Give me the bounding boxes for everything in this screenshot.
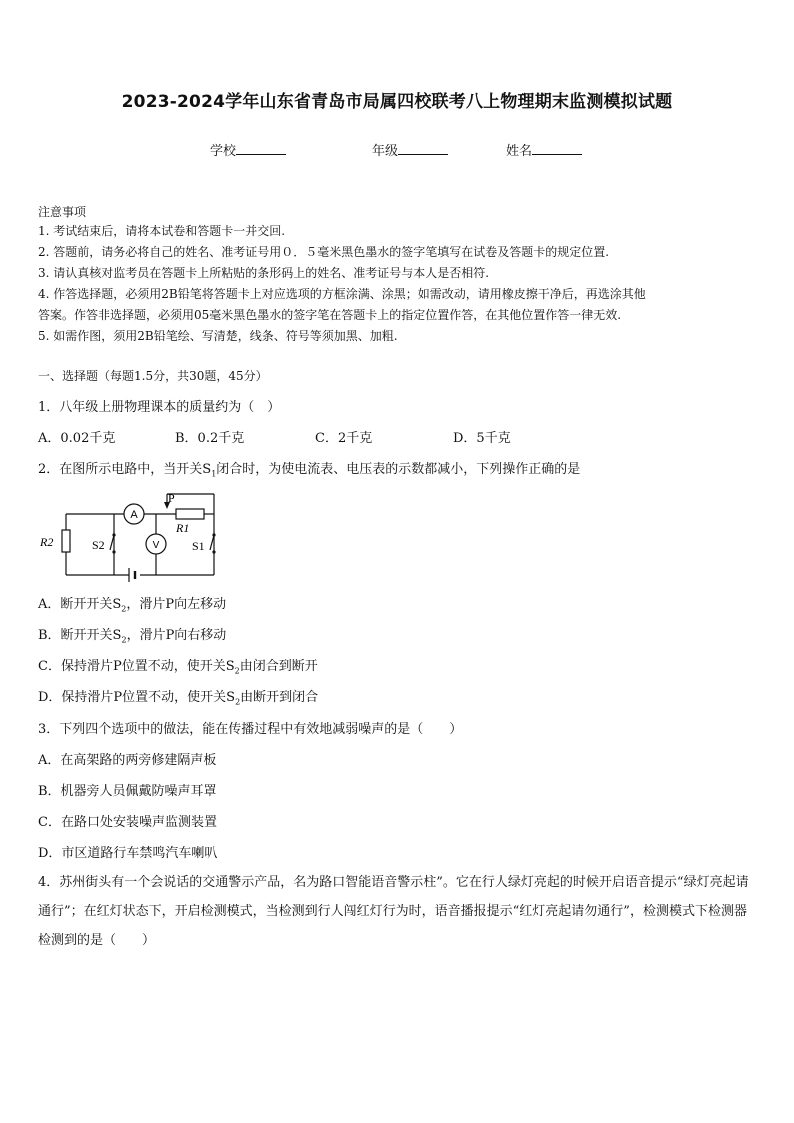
q2-option-a	[38, 593, 226, 614]
q1-option-c: C．2千克	[315, 431, 373, 446]
grade-label: 年级	[372, 144, 399, 159]
q2-stem-sub: 1	[211, 469, 217, 479]
option-text: B．断开开关S	[38, 628, 122, 643]
s2-label: S2	[92, 538, 105, 552]
option-text: 由断开到闭合	[240, 690, 319, 705]
q2-option-d	[38, 686, 318, 707]
s1-label: S1	[192, 539, 205, 553]
option-sub: 2	[121, 604, 127, 614]
option-sub: 2	[235, 697, 241, 707]
r2-label: R2	[40, 535, 54, 549]
question-1-stem: 1．八年级上册物理课本的质量约为（ ）	[38, 400, 281, 415]
school-field	[210, 140, 286, 159]
question-4-stem: 4．苏州街头有一个会说话的交通警示产品，名为路口智能语音警示柱”。它在行人绿灯亮起的时候开启语音提示“绿灯亮起请通行”；在红灯状态下，开启检测模式，当检测到行人闯红灯行为时，语音播报提示“红灯亮起请勿通行”，检测模式下检测器检测到的是（ ）	[38, 875, 749, 948]
q2-stem-part: 2．在图所示电路中，当开关S	[38, 462, 212, 477]
section-heading: 一、选择题（每题1.5分，共30题，45分）	[38, 369, 268, 383]
page-title: 2023-2024学年山东省青岛市局属四校联考八上物理期末监测模拟试题	[121, 92, 673, 112]
q2-option-b	[38, 624, 226, 645]
p-label: P	[168, 491, 175, 505]
question-2-stem	[38, 458, 580, 479]
notice-item: 3. 请认真核对监考员在答题卡上所粘贴的条形码上的姓名、准考证号与本人是否相符.	[38, 266, 490, 280]
q2-stem-part: 闭合时，为使电流表、电压表的示数都减小，下列操作正确的是	[216, 462, 581, 477]
option-text: C．保持滑片P位置不动，使开关S	[38, 659, 235, 674]
r1-label: R1	[176, 521, 190, 535]
option-text: ，滑片P向右移动	[126, 628, 227, 643]
name-blank	[532, 142, 582, 155]
option-sub: 2	[121, 635, 127, 645]
option-sub: 2	[234, 666, 240, 676]
option-text: D．保持滑片P位置不动，使开关S	[38, 690, 236, 705]
q3-option-a: A．在高架路的两旁修建隔声板	[38, 753, 217, 768]
name-field	[506, 140, 582, 159]
notice-item: 1. 考试结束后，请将本试卷和答题卡一并交回.	[38, 224, 286, 238]
school-blank	[236, 142, 286, 155]
school-label: 学校	[210, 144, 237, 159]
voltmeter-label: V	[152, 540, 160, 551]
grade-field	[372, 140, 448, 159]
q1-option-a: A．0.02千克	[38, 431, 116, 446]
resistor-r1-icon	[176, 509, 204, 519]
q1-option-b: B．0.2千克	[175, 431, 245, 446]
q3-option-b: B．机器旁人员佩戴防噪声耳罩	[38, 784, 217, 799]
grade-blank	[398, 142, 448, 155]
q3-option-c: C．在路口处安装噪声监测装置	[38, 815, 217, 830]
resistor-r2-icon	[62, 530, 70, 552]
notice-item: 4. 作答选择题，必须用2B铅笔将答题卡上对应选项的方框涂满、涂黑；如需改动，请用橡皮擦干净后，再选涂其他	[38, 287, 646, 301]
ammeter-label: A	[130, 509, 138, 521]
notice-item: 2. 答题前，请务必将自己的姓名、准考证号用０．５毫米黑色墨水的签字笔填写在试卷及答题卡的规定位置.	[38, 245, 610, 259]
q3-option-d: D．市区道路行车禁鸣汽车喇叭	[38, 846, 218, 861]
q1-option-d: D．5千克	[453, 431, 511, 446]
option-text: A．断开开关S	[38, 597, 122, 612]
q2-option-c	[38, 655, 318, 676]
option-text: 由闭合到断开	[239, 659, 318, 674]
question-3-stem: 3．下列四个选项中的做法，能在传播过程中有效地减弱噪声的是（ ）	[38, 722, 463, 737]
notice-item: 5. 如需作图，须用2B铅笔绘、写清楚，线条、符号等须加黑、加粗.	[38, 329, 398, 343]
circuit-diagram	[36, 490, 226, 582]
option-text: ，滑片P向左移动	[126, 597, 227, 612]
notice-item: 答案。作答非选择题，必须用05毫米黑色墨水的签字笔在答题卡上的指定位置作答，在其他位置作答一律无效.	[38, 308, 622, 322]
notice-heading: 注意事项	[38, 205, 87, 219]
name-label: 姓名	[506, 144, 533, 159]
